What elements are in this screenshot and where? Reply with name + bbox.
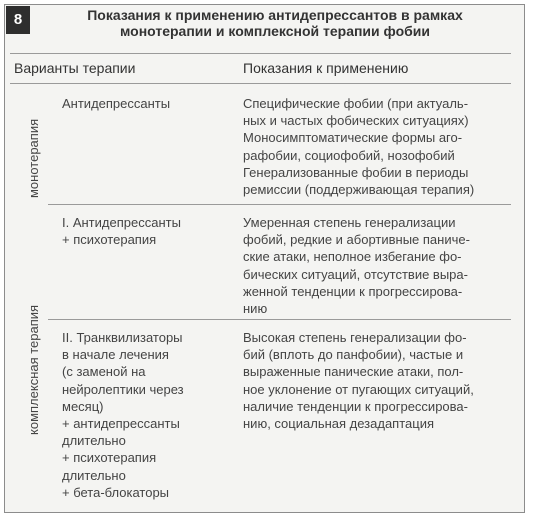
title-divider — [10, 53, 511, 54]
row3-indications: Высокая степень генерализации фо- бий (вплоть до панфобии), частые и выраженные панические атаки, пол- ное уклонение от пугающих ситуаций, наличие тенденции к прогрессирова- нию, социальная дезадаптация — [243, 330, 474, 432]
group-label-monotherapy: монотерапия — [26, 118, 41, 198]
table-number-badge: 8 — [6, 6, 30, 34]
header-divider — [10, 83, 511, 84]
row1-indications: Специфические фобии (при актуаль- ных и частых фобических ситуациях) Моносимптоматические формы аго- рафобии, социофобий, нозофобий Генерализованные фобии в периоды ремиссии (поддерживающая терапия) — [243, 96, 475, 198]
row2-divider — [48, 319, 511, 320]
group-label-complex-therapy: комплексная терапия — [26, 304, 41, 435]
table-title-line-1: Показания к применению антидепрессантов в рамках — [87, 7, 463, 23]
row1-divider — [48, 204, 511, 205]
row1-variant: Антидепрессанты — [62, 96, 171, 111]
table-title — [40, 7, 510, 39]
table-title-line-2: монотерапии и комплексной терапии фобии — [119, 23, 431, 39]
header-variants: Варианты терапии — [14, 60, 136, 76]
header-indications: Показания к применению — [243, 60, 409, 76]
row2-variant: I. Антидепрессанты + психотерапия — [62, 215, 181, 248]
row2-indications: Умеренная степень генерализации фобий, редкие и абортивные паниче- ские атаки, неполное избегание фо- бических ситуаций, отсутствие выра- женной тенденции к прогрессирова- нию — [243, 215, 470, 317]
row3-variant: II. Транквилизаторы в начале лечения (с заменой на нейролептики через месяц) + антидепрессанты длительно + психотерапия длительно + бета-блокаторы — [62, 330, 184, 500]
